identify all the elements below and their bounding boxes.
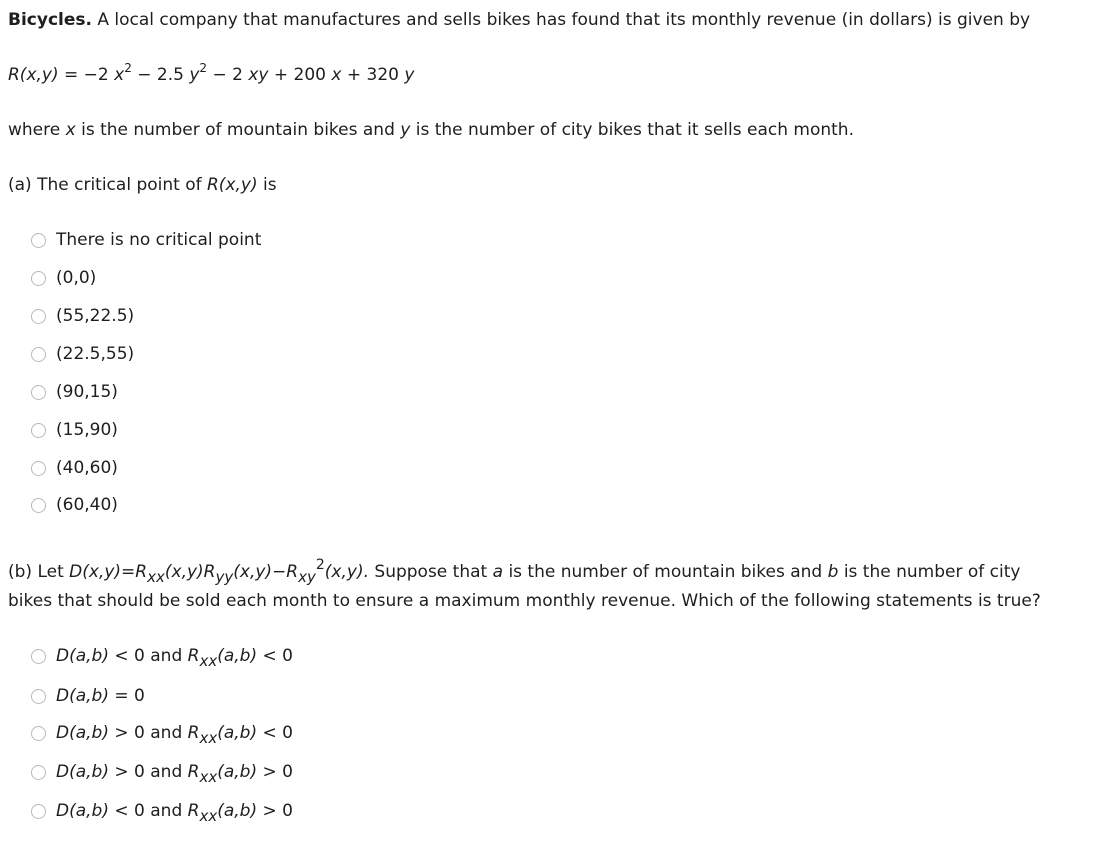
term-2: − 2.5 $y^2$ [137, 61, 208, 85]
part-a-choice[interactable]: (15,90) [31, 418, 118, 442]
equals-sign: = [64, 65, 79, 85]
part-a-choice[interactable]: (60,40) [31, 493, 118, 517]
radio-button[interactable] [31, 347, 46, 362]
radio-button[interactable] [31, 423, 46, 438]
revenue-function [8, 61, 415, 86]
radio-button[interactable] [31, 233, 46, 248]
part-a-choice[interactable]: (22.5,55) [31, 342, 134, 366]
radio-button[interactable] [31, 689, 46, 704]
radio-button[interactable] [31, 498, 46, 513]
part-a-choice[interactable]: (55,22.5) [31, 304, 134, 328]
part-b-choice[interactable]: D(a,b) > 0 and Rxx(a,b) > 0 [31, 760, 293, 784]
part-a-choice[interactable]: (0,0) [31, 266, 96, 290]
part-b-choice[interactable]: D(a,b) = 0 [31, 684, 145, 708]
part-b-choice[interactable]: D(a,b) < 0 and Rxx(a,b) > 0 [31, 799, 293, 823]
part-a-prompt: (a) The critical point of R(x,y) is [8, 175, 277, 195]
function-lhs: R(x,y) [8, 65, 59, 85]
radio-button[interactable] [31, 461, 46, 476]
radio-button[interactable] [31, 649, 46, 664]
part-a-choice[interactable]: (90,15) [31, 380, 118, 404]
part-b-prompt-line-2: bikes that should be sold each month to ensure a maximum monthly revenue. Which of the following statements is true? [8, 591, 1041, 611]
term-4: + 200 x [273, 65, 342, 85]
term-3: − 2 xy [212, 65, 269, 85]
part-a-choice[interactable]: There is no critical point [31, 228, 261, 252]
radio-button[interactable] [31, 385, 46, 400]
part-b-prompt-line-1: (b) Let D(x,y)=Rxx(x,y)Ryy(x,y)−Rxy$^2$(x,y). Suppose that a is the number of mountain bikes and b is the number of city [8, 557, 1021, 586]
part-b-choice[interactable]: D(a,b) < 0 and Rxx(a,b) < 0 [31, 644, 293, 668]
problem-intro [8, 9, 1030, 31]
term-1: −2 $x^2$ [83, 61, 132, 85]
variable-definition: where x is the number of mountain bikes and y is the number of city bikes that it sells each month. [8, 120, 854, 140]
radio-button[interactable] [31, 271, 46, 286]
radio-button[interactable] [31, 765, 46, 780]
d-definition: D(x,y)=Rxx(x,y)Ryy(x,y)−Rxy$^2$(x,y). [69, 557, 369, 586]
problem-intro-text: A local company that manufactures and sells bikes has found that its monthly revenue (in dollars) is given by [97, 10, 1031, 30]
term-5: + 320 y [346, 65, 415, 85]
part-b-choice[interactable]: D(a,b) > 0 and Rxx(a,b) < 0 [31, 721, 293, 745]
part-a-choice[interactable]: (40,60) [31, 456, 118, 480]
radio-button[interactable] [31, 726, 46, 741]
radio-button[interactable] [31, 309, 46, 324]
radio-button[interactable] [31, 804, 46, 819]
problem-title: Bicycles. [8, 10, 92, 30]
